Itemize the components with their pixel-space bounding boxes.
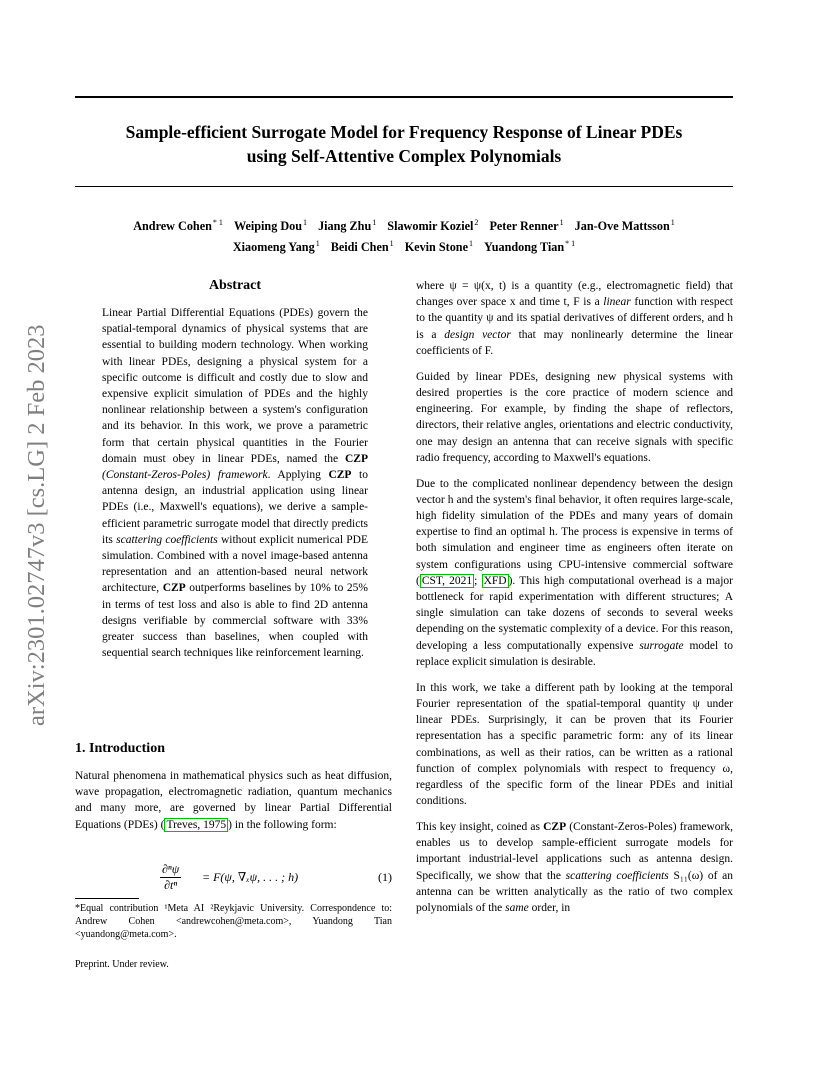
- equation-rhs: = F(ψ, ∇ₓψ, . . . ; h): [202, 870, 299, 884]
- author: Peter Renner$^1$: [489, 218, 564, 234]
- author: Slawomir Koziel$^2$: [387, 218, 479, 234]
- author: Jiang Zhu$^1$: [318, 218, 377, 234]
- equation-number: (1): [378, 870, 392, 884]
- paper-title: [75, 120, 733, 168]
- footnote-rule: [75, 898, 139, 899]
- intro-paragraph: Natural phenomena in mathematical physics such as heat diffusion, wave propagation, electromagnetic radiation, quantum mechanics and many more, are governed by linear Partial Differential Equations (PDEs) ( Treves, 1975 ) in the following form:: [75, 770, 392, 831]
- author: Weiping Dou$^1$: [233, 218, 308, 234]
- author: Kevin Stone$^1$: [404, 239, 473, 255]
- intro-body: [75, 768, 392, 833]
- footnote-text: *Equal contribution ¹Meta AI ²Reykjavic University. Correspondence to: Andrew Cohen <andrewcohen@meta.com>, Yuandong Tian <yuandong@meta.com>.: [75, 903, 392, 940]
- equation-1: [75, 862, 392, 898]
- citation-link[interactable]: XFD: [483, 574, 507, 587]
- section-heading-introduction: 1. Introduction: [75, 741, 165, 756]
- abstract-heading: Abstract: [208, 278, 262, 293]
- abstract-body: [102, 305, 368, 661]
- author-line-1: [75, 214, 733, 235]
- abstract-paragraph: Linear Partial Differential Equations (PDEs) govern the spatial-temporal dynamics of physical systems that are essential to building modern technology. When working with linear PDEs, designing a physical system for a specific outcome is difficult and costly due to slow and expensive explicit simulation of PDEs and the highly nonlinear relationship between a system's configuration and its behavior. In this work, we prove a parametric form that certain physical quantities in the Fourier domain must obey in linear PDEs, named the CZP (Constant-Zeros-Poles) framework. Applying CZP to antenna design, an industrial application using linear PDEs (i.e., Maxwell's equations), we derive a sample-efficient parametric surrogate model that directly predicts its scattering coefficients without explicit numerical PDE simulation. Combined with a novel image-based antenna representation and an attention-based neural network architecture, CZP outperforms baselines by 10% to 25% in terms of test loss and also is able to find 2D antenna designs verifiable by commercial software with 33% greater success than baselines, when coupled with sequential search techniques like reinforcement learning.: [102, 307, 369, 660]
- author: Xiaomeng Yang$^1$: [232, 239, 320, 255]
- author: Andrew Cohen$^{* 1}$: [133, 218, 223, 234]
- equation-fraction: $\frac{\text{∂ⁿψ}}{\text{∂tⁿ}}$: [162, 862, 180, 892]
- right-column: [416, 278, 733, 926]
- paragraph: This key insight, coined as CZP (Constant-Zeros-Poles) framework, enables us to develop sample-efficient surrogate models for important industrial-level applications such as antenna design. Specifically, we show that the scattering coefficients S₁₁(ω) of an antenna can be written analytically as the ratio of two complex polynomials of the same order, in: [416, 821, 733, 915]
- paragraph: where ψ = ψ(x, t) is a quantity (e.g., electromagnetic field) that changes over space x and time t, F is a linear function with respect to the quantity ψ and its spatial derivatives of different orders, and h is a design vector that may nonlinearly determine the linear coefficients of F.: [416, 280, 734, 357]
- title-line-2: using Self-Attentive Complex Polynomials: [246, 146, 562, 166]
- citation-link[interactable]: Treves, 1975: [166, 818, 227, 831]
- preprint-note: Preprint. Under review.: [75, 959, 169, 970]
- paragraph: Due to the complicated nonlinear dependency between the design vector h and the system's final behavior, it often requires large-scale, high fidelity simulation of the PDEs and many years of domain expertise to find an optimal h. The process is expensive in terms of both simulation and engineer time as engineers often iterate on system configurations using CPU-intensive commercial software ( CST, 2021 ; XFD ). This high computational overhead is a major bottleneck for rapid experimentation with different structures; A single simulation can take dozens of seconds to several weeks depending on the systematic complexity of a device. For this reason, developing a less computationally expensive surrogate model to replace explicit simulation is desirable.: [416, 477, 733, 668]
- paragraph: Guided by linear PDEs, designing new physical systems with desired properties is the core practice of modern science and engineering. For example, by finding the shape of reflectors, directors, their relative angles, orientations and electric conductivity, one may design an antenna that can receive signals with specific radio frequency, according to Maxwell's equations.: [416, 370, 733, 464]
- author-list: [75, 214, 733, 256]
- title-line-1: Sample-efficient Surrogate Model for Frequency Response of Linear PDEs: [125, 122, 683, 142]
- author: Yuandong Tian$^{* 1}$: [484, 239, 576, 255]
- title-bottom-rule: [75, 186, 733, 187]
- author-line-2: [75, 235, 733, 256]
- paragraph: In this work, we take a different path by looking at the temporal Fourier representation of the spatial-temporal quantity ψ under linear PDEs. Surprisingly, it can be proven that its Fourier representation has a specific parametric form: any of its linear combinations, as well as their ratios, can be written as a rational function of complex polynomials with respect to frequency ω, regardless of the specific form of the linear PDEs and initial conditions.: [416, 681, 733, 808]
- author: Beidi Chen$^1$: [330, 239, 394, 255]
- title-top-rule: [75, 96, 733, 98]
- author: Jan-Ove Mattsson$^1$: [574, 218, 675, 234]
- citation-link[interactable]: CST, 2021: [421, 574, 473, 587]
- footnote: [75, 902, 392, 941]
- arxiv-watermark: arXiv:2301.02747v3 [cs.LG] 2 Feb 2023: [23, 324, 50, 726]
